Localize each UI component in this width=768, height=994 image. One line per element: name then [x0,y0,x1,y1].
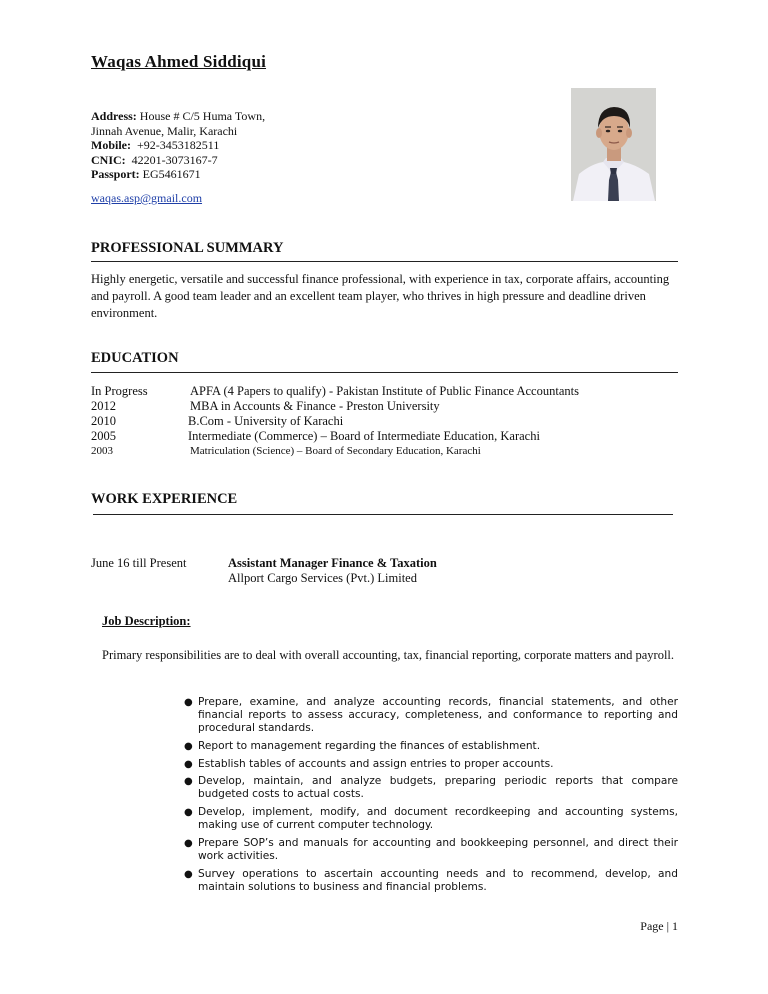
contact-block [91,109,265,182]
summary-text: Highly energetic, versatile and successful finance professional, with experience in tax, corporate affairs, accounting and payroll. A good team leader and an excellent team player, who thrives in high pressure and deadline driven environment. [91,272,670,320]
bullet-icon: ● [184,837,193,849]
list-item: ● Establish tables of accounts and assign entries to proper accounts. [184,757,554,770]
bullet-icon: ● [184,868,193,880]
education-year: In Progress [91,384,148,398]
candidate-name: Waqas Ahmed Siddiqui [91,52,267,71]
job-dates: June 16 till Present [91,556,187,570]
education-desc: Intermediate (Commerce) – Board of Intermediate Education, Karachi [188,429,540,443]
bullet-icon: ● [184,776,193,788]
address-line-2: Jinnah Avenue, Malir, Karachi [91,123,238,138]
job-description-text: Primary responsibilities are to deal with overall accounting, tax, financial reporting, corporate matters and payroll. [102,648,675,662]
education-rule [91,372,678,373]
education-desc: B.Com - University of Karachi [188,414,344,428]
education-year: 2003 [91,445,113,457]
job-title: Assistant Manager Finance & Taxation [228,556,437,570]
list-item: ● Develop, implement, modify, and document recordkeeping and accounting systems, making use of current computer technology. [184,805,678,832]
education-desc: APFA (4 Papers to qualify) - Pakistan Institute of Public Finance Accountants [190,384,579,398]
list-item: ● Prepare SOP’s and manuals for accounting and bookkeeping personnel, and direct their work activities. [184,836,678,862]
passport-line: Passport: EG5461671 [91,167,201,181]
experience-rule [93,514,673,515]
bullet-icon: ● [184,697,193,708]
education-heading: EDUCATION [91,350,179,366]
list-item: ● Develop, maintain, and analyze budgets, preparing periodic reports that compare budgeted costs to actual costs. [184,775,678,801]
profile-photo [571,88,656,201]
page-number: Page | 1 [640,919,678,933]
cnic-line: CNIC: 42201-3073167-7 [91,152,218,167]
education-year: 2012 [91,399,116,413]
address-line-1: Address: House # C/5 Huma Town, [91,109,266,123]
experience-heading: WORK EXPERIENCE [91,491,238,507]
education-year: 2010 [91,414,116,428]
bullet-icon: ● [184,758,193,770]
education-desc: Matriculation (Science) – Board of Secondary Education, Karachi [190,445,481,457]
responsibility-list [184,696,678,898]
job-company: Allport Cargo Services (Pvt.) Limited [228,571,417,585]
bullet-icon: ● [184,741,193,752]
summary-rule [91,261,678,262]
education-desc: MBA in Accounts & Finance - Preston University [190,399,440,413]
education-year: 2005 [91,429,116,443]
summary-heading: PROFESSIONAL SUMMARY [91,240,284,256]
list-item: ● Report to management regarding the finances of establishment. [184,740,541,752]
list-item: ● Survey operations to ascertain accounting needs and to recommend, develop, and maintain solutions to business and financial problems. [184,867,678,893]
email-link[interactable]: waqas.asp@gmail.com [91,191,203,205]
portrait-image [571,88,656,201]
bullet-icon: ● [184,806,193,818]
mobile-line: Mobile: +92-3453182511 [91,138,220,152]
list-item: ● Prepare, examine, and analyze accounting records, financial statements, and other financial reports to assess accuracy, completeness, and conformance to reporting and procedural standards. [184,696,678,735]
job-description-label: Job Description: [102,614,191,628]
